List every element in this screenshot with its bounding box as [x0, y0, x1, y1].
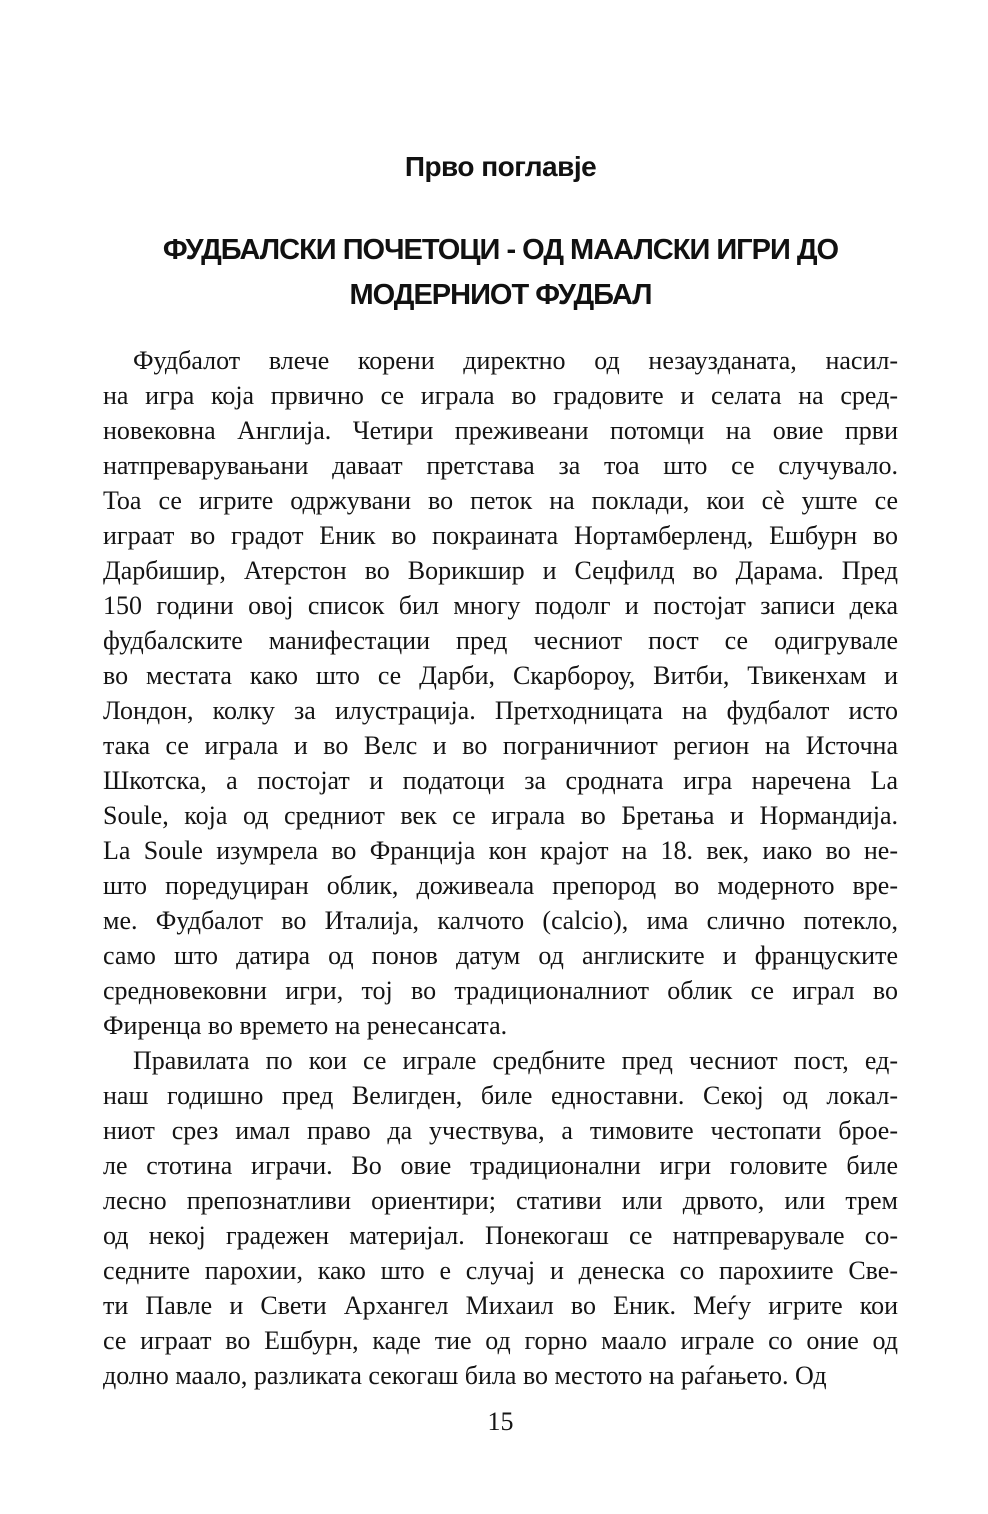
- text-line: лесно препознатливи ориентири; стативи или дрвото, или трем: [103, 1186, 898, 1215]
- body-text: [103, 343, 898, 1393]
- text-line: натпреварувањани даваат претстава за тоа што се случувало.: [103, 451, 898, 480]
- text-line: седните парохии, како што е случај и денеска со парохиите Све-: [103, 1256, 898, 1285]
- text-line: Лондон, колку за илустрација. Претходницата на фудбалот исто: [103, 696, 898, 725]
- text-line: ле стотина играчи. Во овие традиционални игри головите биле: [103, 1151, 898, 1180]
- text-line: Soule, која од средниот век се играла во Бретања и Нормандија.: [103, 801, 898, 830]
- text-line: La Soule изумрела во Франција кон крајот на 18. век, иако во не-: [103, 836, 898, 865]
- text-line: играат во градот Еник во покраината Нортамберленд, Ешбурн во: [103, 521, 898, 550]
- text-line: средновековни игри, тој во традиционалниот облик се играл во: [103, 976, 898, 1005]
- text-line: ме. Фудбалот во Италија, калчото (calcio), има слично потекло,: [103, 906, 898, 935]
- text-line: 150 години овој список бил многу подолг и постојат записи дека: [103, 591, 898, 620]
- book-page: [103, 0, 898, 1437]
- text-line: така се играла и во Велс и во пограничниот регион на Источна: [103, 731, 898, 760]
- text-line: новековна Англија. Четири преживеани потомци на овие први: [103, 416, 898, 445]
- page-title: ФУДБАЛСКИ ПОЧЕТОЦИ - ОД МААЛСКИ ИГРИ ДО МОДЕРНИОТ ФУДБАЛ: [162, 234, 839, 311]
- text-line: наш годишно пред Велигден, биле едноставни. Секој од локал-: [103, 1081, 898, 1110]
- text-line: само што датира од понов датум од англиските и француските: [103, 941, 898, 970]
- text-line: на игра која првично се играла во градовите и селата на сред-: [103, 381, 898, 410]
- text-line: Тоа се игрите одржувани во петок на поклади, кои сѐ уште се: [103, 486, 898, 515]
- text-line: Фиренца во времето на ренесансата.: [103, 1011, 508, 1040]
- text-line: долно маало, разликата секогаш била во местото на раѓањето. Од: [103, 1361, 827, 1390]
- paragraph: [103, 1043, 898, 1393]
- text-line: ниот срез имал право да учествува, а тимовите честопати брое-: [103, 1116, 898, 1145]
- text-line: што поредуциран облик, доживеала препород во модерното вре-: [103, 871, 898, 900]
- text-line: од некој градежен материјал. Понекогаш се натпреварувале со-: [103, 1221, 898, 1250]
- text-line: Правилата по кои се играле средбните пред чесниот пост, ед-: [133, 1046, 898, 1075]
- text-line: фудбалските манифестации пред чесниот пост се одигрувале: [103, 626, 898, 655]
- text-line: Дарбишир, Атерстон во Ворикшир и Сеџфилд во Дарама. Пред: [103, 556, 898, 585]
- text-line: Шкотска, а постојат и податоци за сродната игра наречена La: [103, 766, 898, 795]
- chapter-heading: Прво поглавје: [404, 151, 597, 182]
- text-line: се играат во Ешбурн, каде тие од горно маало играле со оние од: [103, 1326, 898, 1355]
- text-line: ти Павле и Свети Архангел Михаил во Еник. Меѓу игрите кои: [103, 1291, 898, 1320]
- paragraph: [103, 343, 898, 1043]
- text-line: Фудбалот влече корени директно од незаузданата, насил-: [133, 346, 898, 375]
- text-line: во местата како што се Дарби, Скарбороу, Витби, Твикенхам и: [103, 661, 898, 690]
- page-number: 15: [487, 1407, 514, 1436]
